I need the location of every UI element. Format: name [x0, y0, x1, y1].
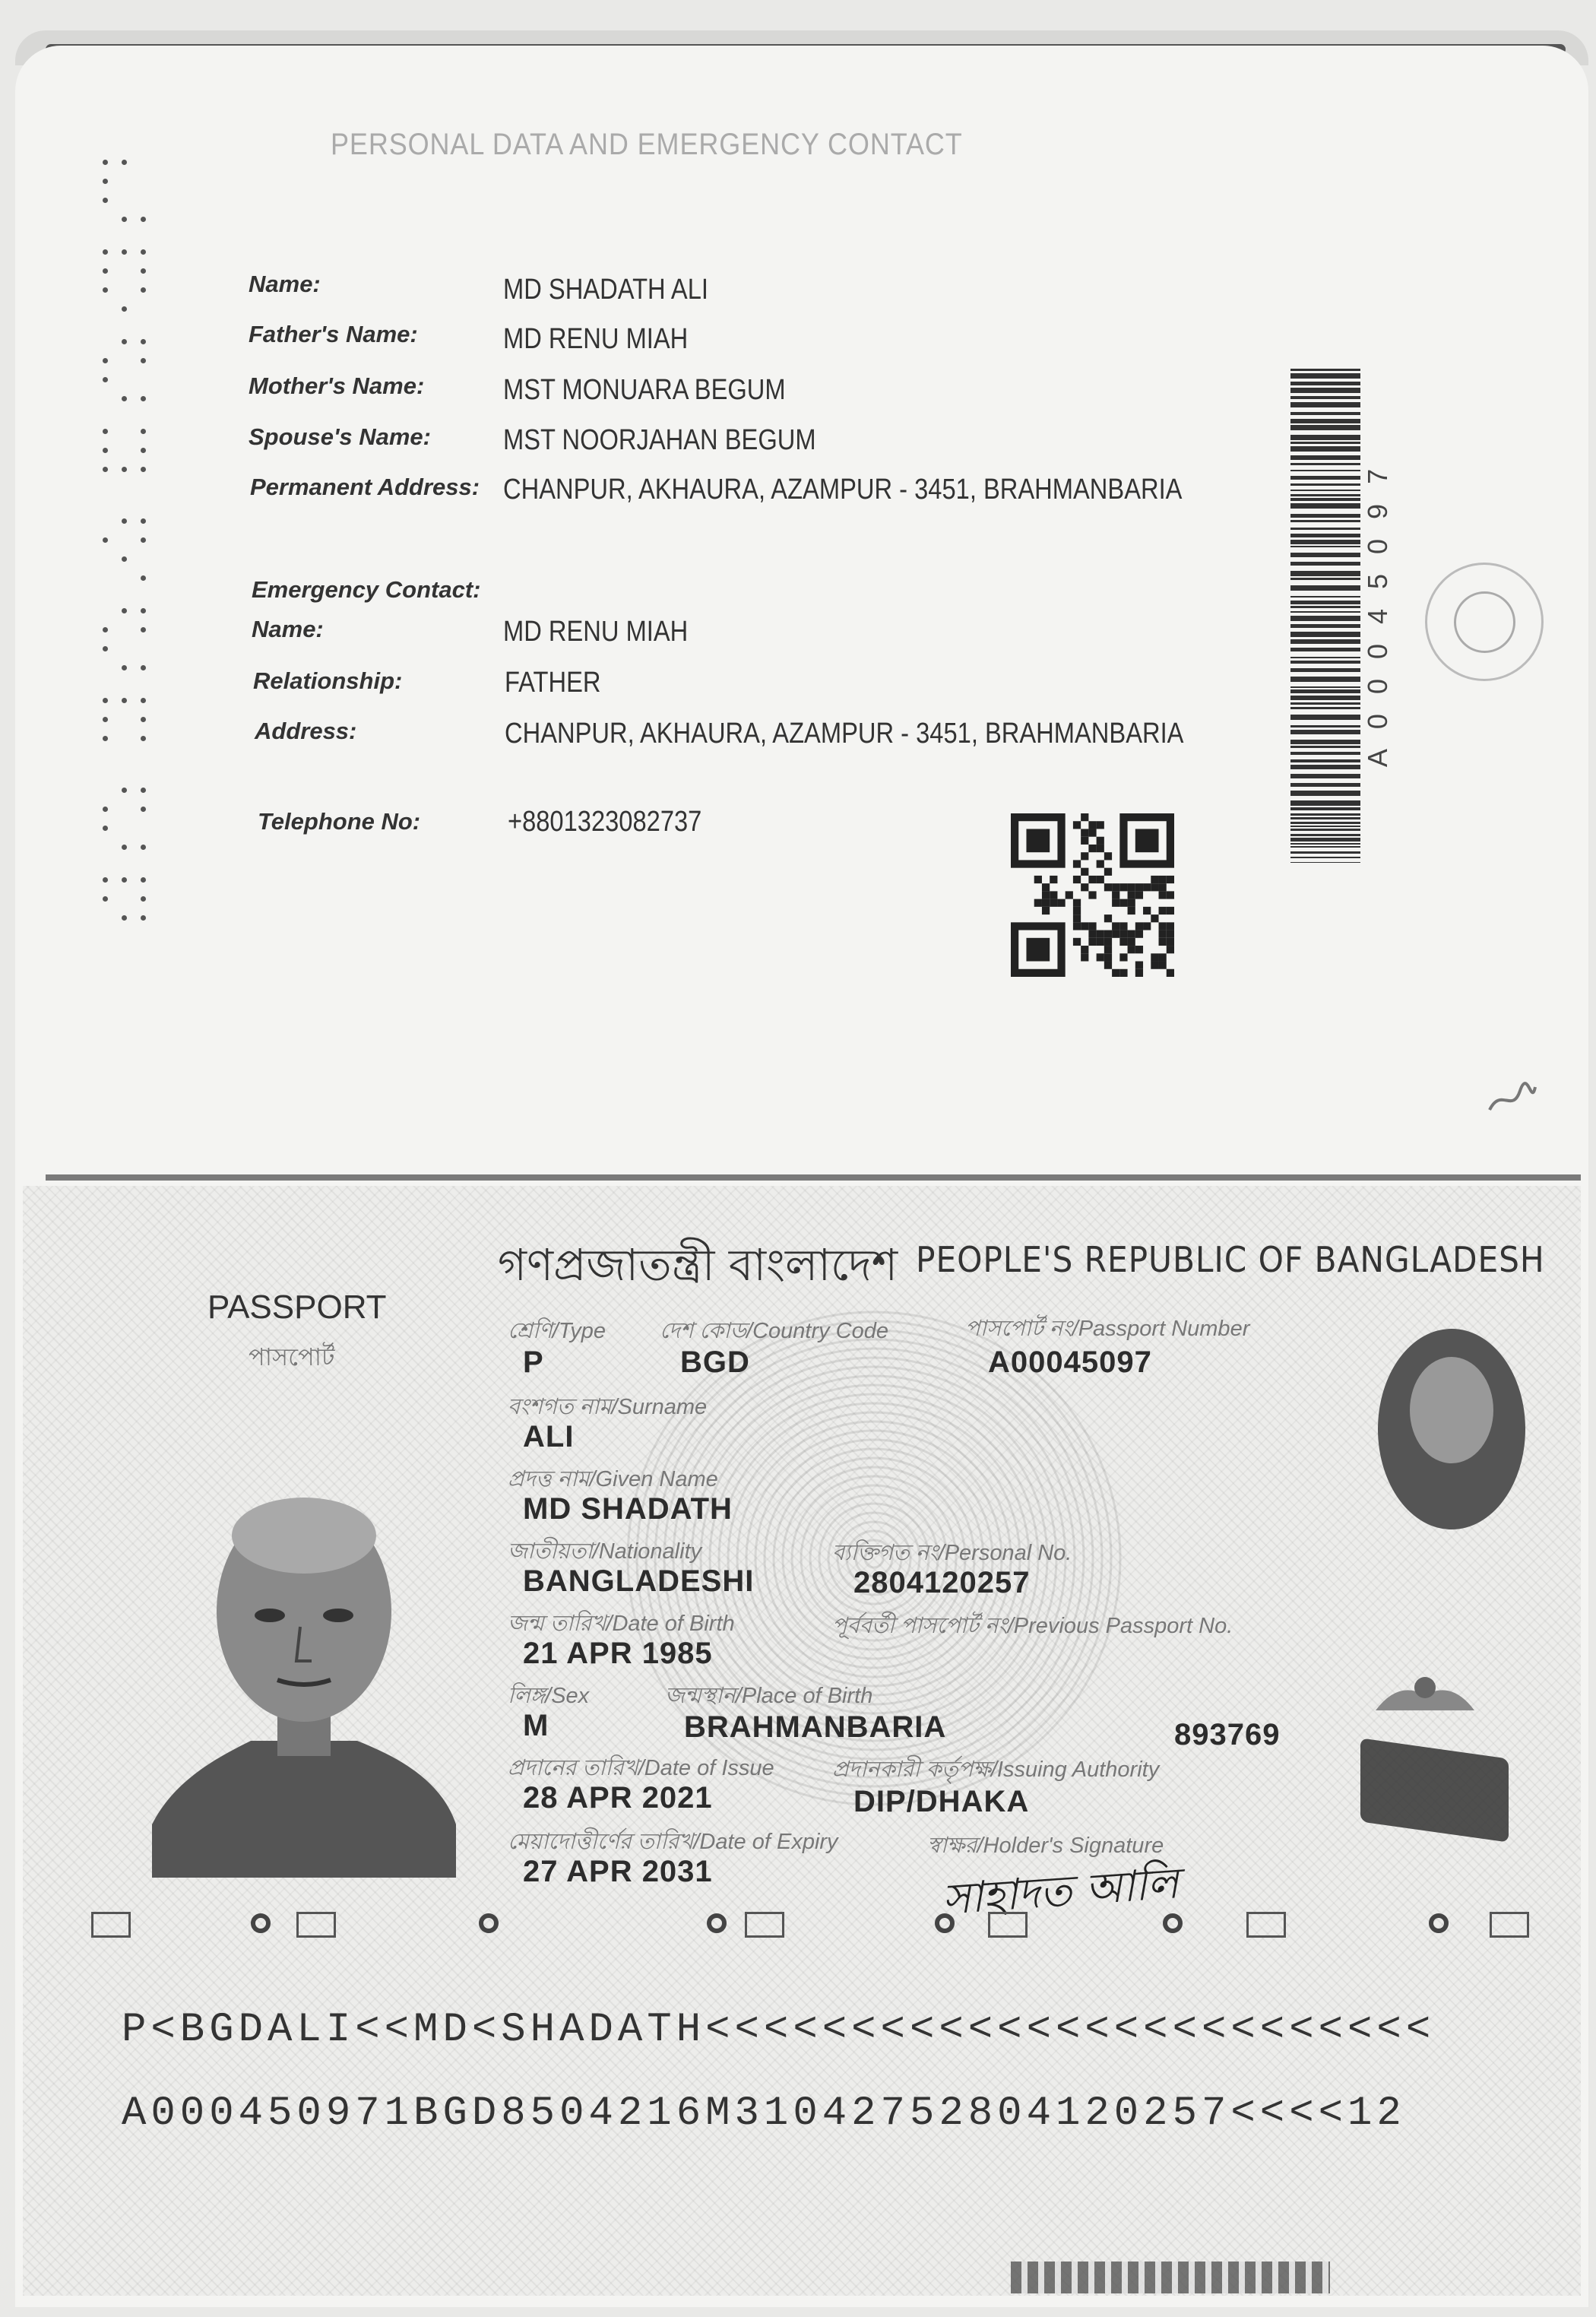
- telephone-value: +8801323082737: [508, 806, 702, 838]
- perforation-hole: [103, 717, 108, 722]
- scribble-mark: [1486, 1079, 1539, 1117]
- security-square-icon: [1490, 1912, 1529, 1938]
- sex-caption: লিঙ্গ/Sex: [508, 1684, 590, 1708]
- date-of-issue-caption: প্রদানের তারিখ/Date of Issue: [508, 1756, 774, 1780]
- perforation-hole: [141, 665, 146, 670]
- telephone-label: Telephone No:: [258, 808, 421, 835]
- type-caption: শ্রেণি/Type: [508, 1319, 606, 1343]
- perforation-hole: [141, 287, 146, 293]
- security-icon-strip: [68, 1912, 1550, 1942]
- perforation-hole: [103, 249, 108, 255]
- previous-passport-caption: পূর্ববর্তী পাসপোর্ট নং/Previous Passport No.: [832, 1614, 1233, 1638]
- relationship-label: Relationship:: [253, 667, 403, 694]
- perforation-hole: [141, 845, 146, 850]
- issuing-authority-caption: প্রদানকারী কর্তৃপক্ষ/Issuing Authority: [832, 1758, 1160, 1782]
- document-type-bengali: পাসপোর্ট: [249, 1342, 335, 1371]
- perforation-hole: [103, 877, 108, 883]
- emergency-contact-heading: Emergency Contact:: [252, 576, 481, 603]
- perforation-hole: [141, 537, 146, 543]
- perforation-hole: [122, 915, 127, 921]
- perforation-hole: [103, 627, 108, 632]
- issuing-authority-value: DIP/DHAKA: [853, 1785, 1030, 1818]
- perforation-hole: [141, 807, 146, 812]
- place-of-birth-value: BRAHMANBARIA: [684, 1710, 947, 1744]
- national-emblem-icon: [1368, 1665, 1482, 1729]
- perforation-hole: [141, 339, 146, 344]
- security-dot-icon: [1429, 1913, 1449, 1933]
- perforation-hole: [141, 249, 146, 255]
- emergency-address-label: Address:: [255, 718, 357, 744]
- perforation-hole: [122, 608, 127, 613]
- perforation-hole: [141, 608, 146, 613]
- perforation-hole: [122, 845, 127, 850]
- sex-value: M: [523, 1709, 549, 1742]
- personal-number-caption: ব্যক্তিগত নং/Personal No.: [832, 1541, 1072, 1565]
- emergency-name-label: Name:: [252, 616, 324, 642]
- perforation-hole: [103, 429, 108, 434]
- given-name-caption: প্রদত্ত নাম/Given Name: [508, 1467, 718, 1491]
- passport-number-caption: পাসপোর্ট নং/Passport Number: [965, 1317, 1250, 1341]
- perforation-hole: [103, 268, 108, 274]
- type-value: P: [523, 1346, 544, 1379]
- perforation-hole: [103, 198, 108, 203]
- holder-photo: [152, 1490, 456, 1878]
- perforation-hole: [103, 160, 108, 165]
- perforation-hole: [103, 448, 108, 453]
- security-square-icon: [988, 1912, 1028, 1938]
- perforation-hole: [122, 788, 127, 793]
- government-seal-icon: [1425, 563, 1544, 681]
- perforation-hole: [103, 646, 108, 651]
- ghost-image: [1376, 1326, 1528, 1532]
- bottom-security-band: [1011, 2262, 1330, 2293]
- date-of-issue-value: 28 APR 2021: [523, 1781, 713, 1815]
- security-dot-icon: [707, 1913, 727, 1933]
- security-square-icon: [1246, 1912, 1286, 1938]
- perforation-hole: [141, 788, 146, 793]
- perforation-hole: [141, 915, 146, 921]
- personal-number-value: 2804120257: [853, 1566, 1031, 1599]
- perforation-hole: [141, 429, 146, 434]
- nationality-caption: জাতীয়তা/Nationality: [508, 1539, 702, 1564]
- perforation-hole: [122, 160, 127, 165]
- perforation-hole: [141, 396, 146, 401]
- security-dot-icon: [479, 1913, 499, 1933]
- perforation-hole: [141, 467, 146, 472]
- perforation-hole: [141, 518, 146, 524]
- perforation-hole: [103, 807, 108, 812]
- perforation-hole: [103, 826, 108, 831]
- date-of-expiry-caption: মেয়াদোত্তীর্ণের তারিখ/Date of Expiry: [508, 1830, 838, 1854]
- perforation-hole: [141, 736, 146, 741]
- emergency-name-value: MD RENU MIAH: [503, 616, 689, 648]
- perforation-hole: [141, 698, 146, 703]
- security-dot-icon: [1163, 1913, 1183, 1933]
- place-of-birth-caption: জন্মস্থান/Place of Birth: [665, 1684, 873, 1708]
- date-of-birth-value: 21 APR 1985: [523, 1637, 713, 1670]
- perforation-hole: [122, 217, 127, 222]
- perforation-hole: [141, 358, 146, 363]
- perforation-hole: [141, 575, 146, 581]
- given-name-value: MD SHADATH: [523, 1492, 733, 1526]
- country-name-english: PEOPLE'S REPUBLIC OF BANGLADESH: [916, 1239, 1545, 1280]
- mother-name-label: Mother's Name:: [249, 372, 425, 399]
- perforation-hole: [122, 249, 127, 255]
- date-of-birth-caption: জন্ম তারিখ/Date of Birth: [508, 1612, 735, 1636]
- name-value: MD SHADATH ALI: [503, 274, 708, 306]
- permanent-address-value: CHANPUR, AKHAURA, AZAMPUR - 3451, BRAHMANBARIA: [503, 474, 1183, 506]
- holder-signature: সাহাদত আলি: [940, 1859, 1180, 1925]
- date-of-expiry-value: 27 APR 2031: [523, 1855, 713, 1888]
- emergency-address-value: CHANPUR, AKHAURA, AZAMPUR - 3451, BRAHMANBARIA: [505, 718, 1184, 750]
- perforation-hole: [122, 556, 127, 562]
- qr-code: [1011, 813, 1174, 977]
- perforation-hole: [141, 877, 146, 883]
- perforation-hole: [141, 268, 146, 274]
- mother-name-value: MST MONUARA BEGUM: [503, 374, 786, 406]
- perforation-hole: [103, 467, 108, 472]
- barcode-number-wrap: [1359, 365, 1397, 851]
- perforation-hole: [122, 877, 127, 883]
- mrz-line-2: A000450971BGD8504216M31042752804120257<<<<12: [122, 2090, 1406, 2137]
- perforation-hole: [103, 179, 108, 184]
- page-divider: [46, 1174, 1581, 1181]
- surname-value: ALI: [523, 1420, 575, 1453]
- perforation-hole: [122, 665, 127, 670]
- country-code-caption: দেশ কোড/Country Code: [660, 1319, 889, 1343]
- security-dot-icon: [935, 1913, 955, 1933]
- perforation-hole: [141, 717, 146, 722]
- document-type-english: PASSPORT: [207, 1288, 387, 1326]
- perforation-hole: [141, 448, 146, 453]
- country-name-bengali: গণপ্রজাতন্ত্রী বাংলাদেশ: [498, 1239, 898, 1291]
- holder-signature-caption: স্বাক্ষর/Holder's Signature: [927, 1834, 1164, 1858]
- relationship-value: FATHER: [505, 667, 601, 699]
- perforation-hole: [103, 358, 108, 363]
- spouse-name-value: MST NOORJAHAN BEGUM: [503, 424, 816, 456]
- surname-caption: বংশগত নাম/Surname: [508, 1395, 708, 1419]
- perforation-hole: [122, 339, 127, 344]
- perforation-hole: [103, 287, 108, 293]
- security-square-icon: [296, 1912, 336, 1938]
- perforation-hole: [141, 627, 146, 632]
- passport-number-value: A00045097: [988, 1346, 1152, 1379]
- father-name-label: Father's Name:: [249, 321, 418, 347]
- name-label: Name:: [249, 271, 321, 297]
- permanent-address-label: Permanent Address:: [250, 474, 480, 500]
- perforation-hole: [103, 377, 108, 382]
- side-number: 893769: [1174, 1718, 1281, 1751]
- perforation-hole: [103, 537, 108, 543]
- personal-data-heading: PERSONAL DATA AND EMERGENCY CONTACT: [331, 128, 963, 161]
- security-dot-icon: [251, 1913, 271, 1933]
- vertical-barcode: [1290, 369, 1360, 863]
- perforation-hole: [122, 518, 127, 524]
- perforation-hole: [122, 698, 127, 703]
- security-square-icon: [91, 1912, 131, 1938]
- perforation-hole: [141, 896, 146, 902]
- father-name-value: MD RENU MIAH: [503, 323, 689, 355]
- perforation-hole: [122, 396, 127, 401]
- spouse-name-label: Spouse's Name:: [249, 423, 431, 450]
- country-code-value: BGD: [680, 1346, 750, 1379]
- perforation-hole: [103, 698, 108, 703]
- perforation-hole: [141, 217, 146, 222]
- mrz-line-1: P<BGDALI<<MD<SHADATH<<<<<<<<<<<<<<<<<<<<<<<<<: [122, 2007, 1436, 2053]
- perforation-hole: [103, 736, 108, 741]
- perforation-hole: [122, 306, 127, 312]
- perforation-hole: [122, 467, 127, 472]
- nationality-value: BANGLADESHI: [523, 1564, 755, 1598]
- perforation-holes: [91, 160, 213, 981]
- perforation-hole: [103, 896, 108, 902]
- security-square-icon: [745, 1912, 784, 1938]
- barcode-number: A00045097: [1362, 449, 1393, 768]
